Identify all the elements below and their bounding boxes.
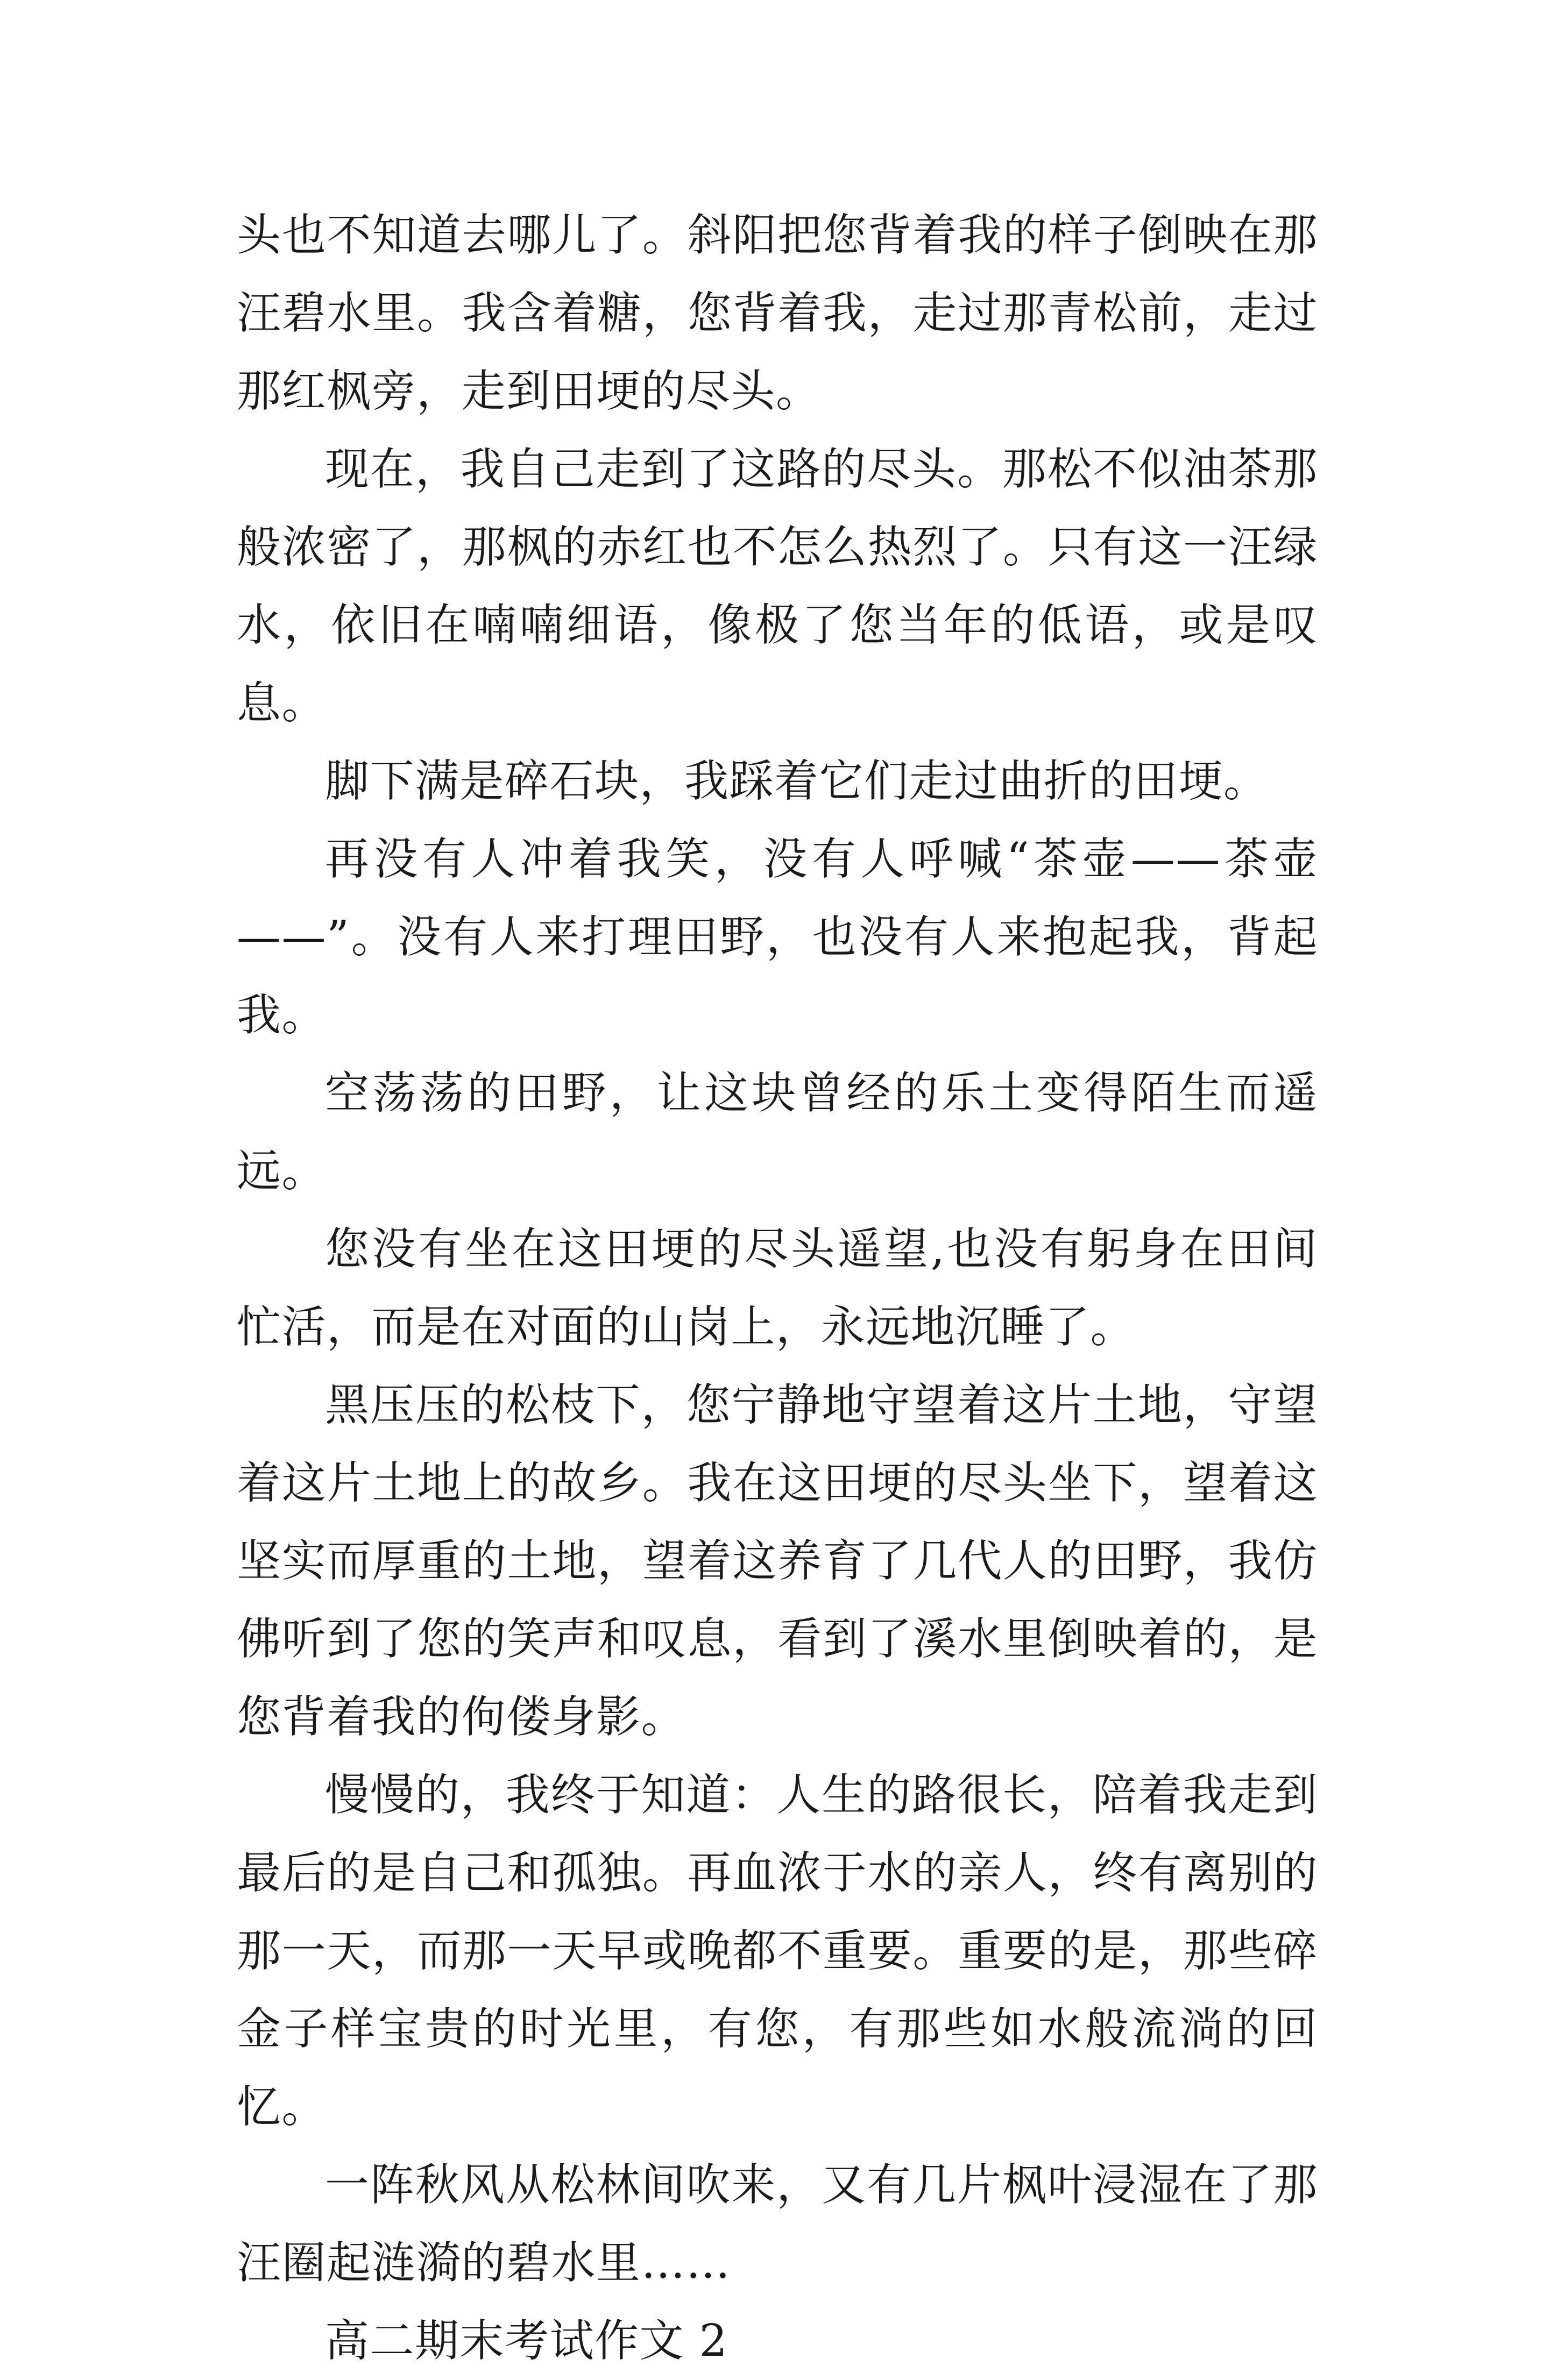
paragraph-1: 头也不知道去哪儿了。斜阳把您背着我的样子倒映在那汪碧水里。我含着糖，您背着我，走过那青松前，走过那红枫旁，走到田埂的尽头。 [237,210,1318,417]
section-heading: 高二期末考试作文 2 [325,2315,728,2367]
paragraph-2: 现在，我自己走到了这路的尽头。那松不似油茶那般浓密了，那枫的赤红也不怎么热烈了。只有这一汪绿水，依旧在喃喃细语，像极了您当年的低语，或是叹息。 [237,444,1318,729]
paragraph-7: 黑压压的松枝下，您宁静地守望着这片土地，守望着这片土地上的故乡。我在这田埂的尽头坐下，望着这坚实而厚重的土地，望着这养育了几代人的田野，我仿佛听到了您的笑声和叹息，看到了溪水里倒映着的，是您背着我的佝偻身影。 [237,1380,1318,1743]
paragraph-9: 一阵秋风从松林间吹来，又有几片枫叶浸湿在了那汪圈起涟漪的碧水里…… [237,2159,1318,2289]
paragraph-5: 空荡荡的田野，让这块曾经的乐土变得陌生而遥远。 [237,1068,1318,1197]
document-body [237,196,1318,2380]
paragraph-6: 您没有坐在这田埂的尽头遥望,也没有躬身在田间忙活，而是在对面的山岗上，永远地沉睡了。 [237,1224,1318,1353]
paragraph-3: 脚下满是碎石块，我踩着它们走过曲折的田埂。 [325,756,1269,807]
paragraph-4: 再没有人冲着我笑，没有人呼喊“茶壶——茶壶——”。没有人来打理田野，也没有人来抱起我，背起我。 [237,834,1318,1041]
paragraph-8: 慢慢的，我终于知道：人生的路很长，陪着我走到最后的是自己和孤独。再血浓于水的亲人，终有离别的那一天，而那一天早或晚都不重要。重要的是，那些碎金子样宝贵的时光里，有您，有那些如水般流淌的回忆。 [237,1770,1318,2133]
